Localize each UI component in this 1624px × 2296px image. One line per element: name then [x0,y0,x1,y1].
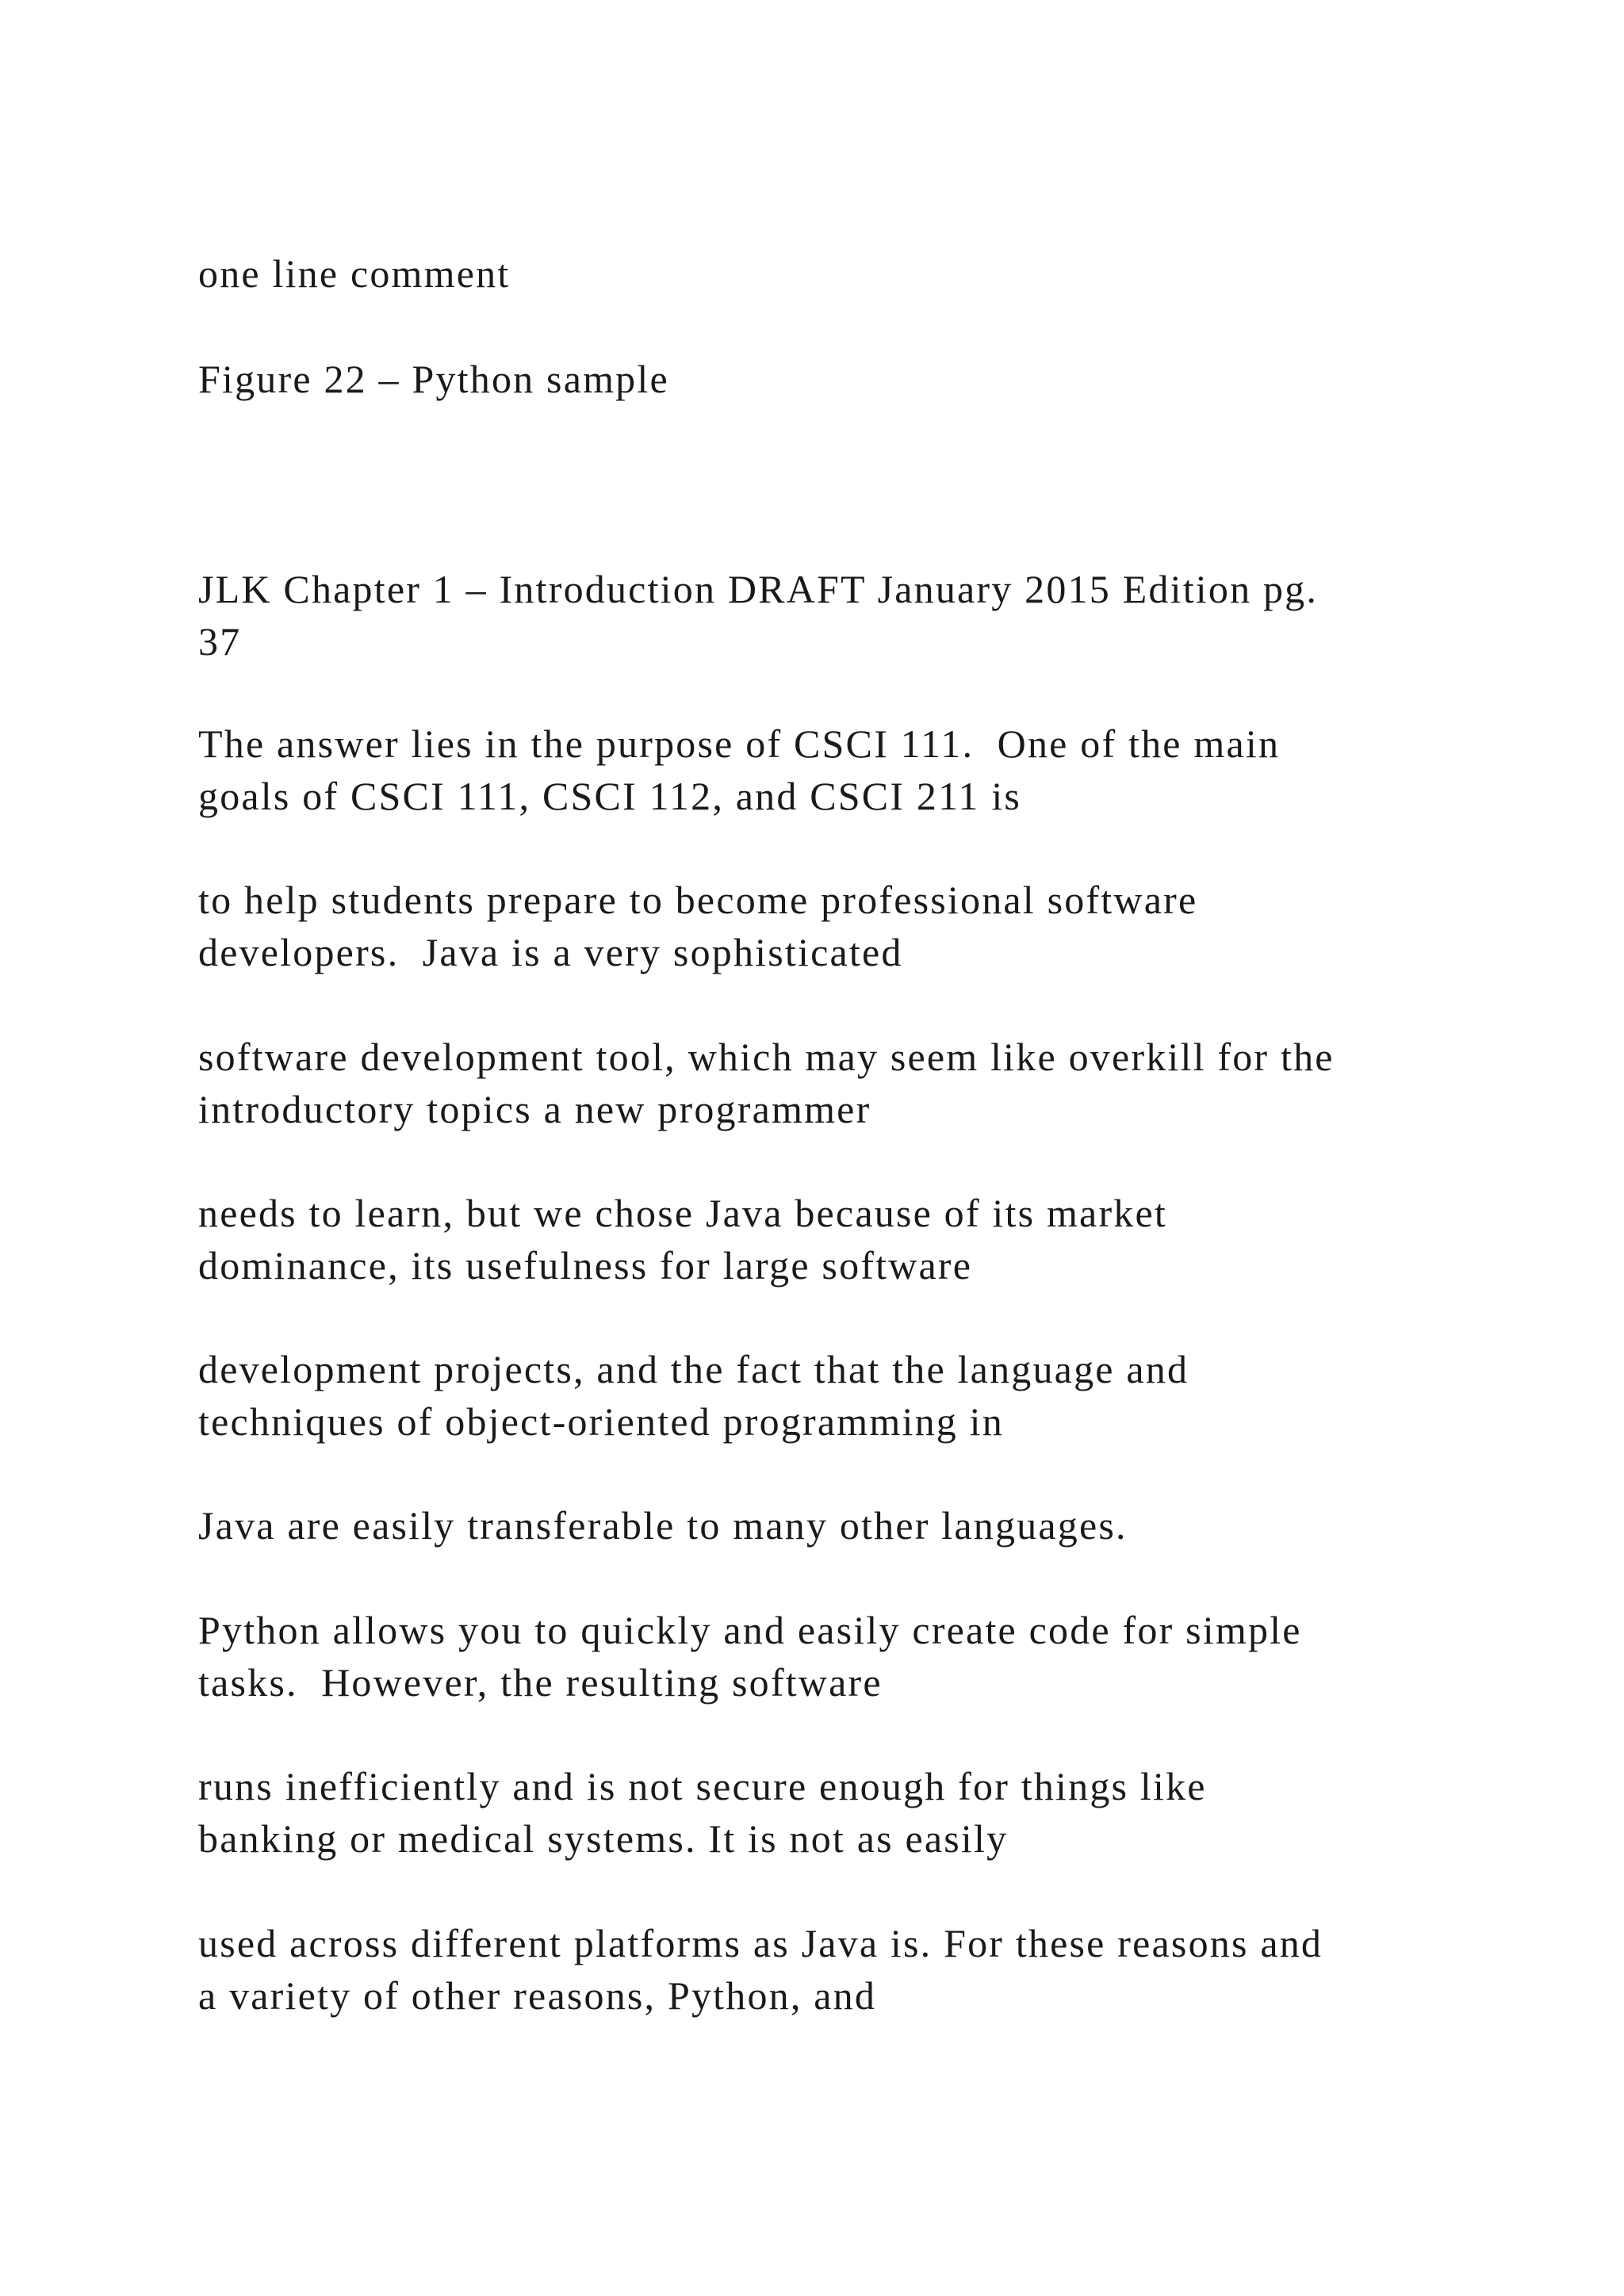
comment-text: one line comment [198,251,511,296]
paragraph-4-line-2: dominance, its usefulness for large software [198,1243,973,1288]
paragraph-4-line-1: needs to learn, but we chose Java because of its market [198,1191,1167,1235]
running-header-line-2: 37 [198,619,242,664]
paragraph-5-line-2: techniques of object-oriented programming in [198,1399,1004,1444]
running-header-line-1: JLK Chapter 1 – Introduction DRAFT January 2015 Edition pg. [198,567,1319,611]
paragraph-2-line-1: to help students prepare to become professional software [198,878,1198,922]
paragraph-3-line-2: introductory topics a new programmer [198,1087,871,1131]
paragraph-1-line-1: The answer lies in the purpose of CSCI 111. One of the main [198,721,1281,766]
paragraph-9-line-1: used across different platforms as Java is. For these reasons and [198,1921,1323,1965]
paragraph-8-line-1: runs inefficiently and is not secure enough for things like [198,1764,1207,1808]
figure-caption: Figure 22 – Python sample [198,357,669,401]
paragraph-1-line-2: goals of CSCI 111, CSCI 112, and CSCI 211 is [198,774,1022,818]
paragraph-9-line-2: a variety of other reasons, Python, and [198,1973,877,2018]
paragraph-2-line-2: developers. Java is a very sophisticated [198,930,903,974]
paragraph-7-line-1: Python allows you to quickly and easily create code for simple [198,1608,1302,1652]
paragraph-3-line-1: software development tool, which may seem like overkill for the [198,1035,1335,1079]
paragraph-6-line-1: Java are easily transferable to many other languages. [198,1503,1128,1548]
paragraph-8-line-2: banking or medical systems. It is not as easily [198,1816,1009,1861]
paragraph-5-line-1: development projects, and the fact that the language and [198,1347,1189,1391]
paragraph-7-line-2: tasks. However, the resulting software [198,1660,883,1705]
